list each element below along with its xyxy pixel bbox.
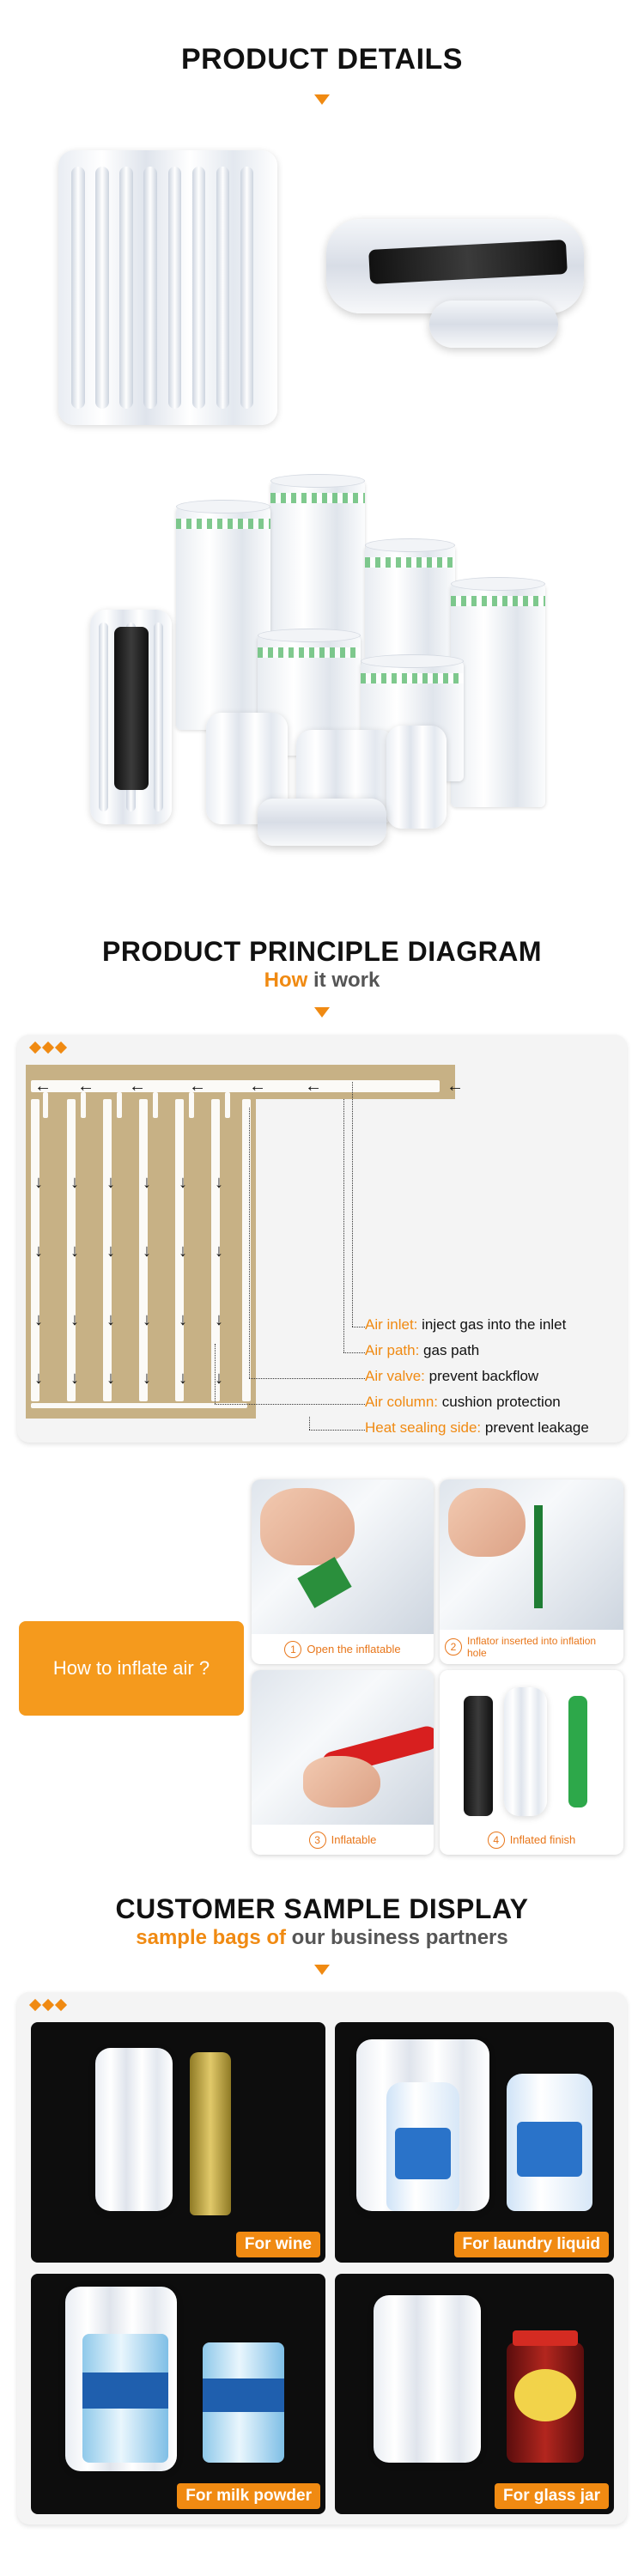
chevron-down-icon <box>314 1965 330 1975</box>
product-photo-rolls <box>64 464 580 893</box>
air-column-bag-image <box>58 150 277 425</box>
samples-subtitle <box>0 1926 644 1950</box>
sample-glass-jar-label: For glass jar <box>495 2483 609 2509</box>
samples-card <box>17 1992 627 2524</box>
principle-subtitle-accent: How <box>264 969 308 992</box>
label-heat-sealing: Heat sealing side: prevent leakage <box>365 1419 589 1436</box>
inflate-step-4: 4 Inflated finish <box>440 1670 623 1855</box>
chevron-down-icon <box>314 94 330 105</box>
principle-diagram-card: ← ← ← ← ← ← ← ↓ ↓ ↓ ↓ ↓ ↓ ↓ ↓ ↓ ↓ ↓ ↓ ↓ ↓ ↓ ↓ ↓ ↓ ↓ ↓ ↓ ↓ ↓ ↓ Air inlet: inject gas into the inlet Air path: gas path Air valve: prevent backflow Air column: cushion protection Heat sealing side: prevent leakage <box>17 1035 627 1443</box>
sample-wine-label: For wine <box>236 2232 320 2257</box>
product-photo-vertical-bag <box>52 142 283 434</box>
sample-wine <box>31 2022 325 2263</box>
samples-subtitle-rest: our business partners <box>285 1926 508 1949</box>
sample-glass-jar <box>335 2274 614 2514</box>
inflate-step-3: 3 Inflatable <box>252 1670 434 1855</box>
principle-title: PRODUCT PRINCIPLE DIAGRAM <box>101 936 543 967</box>
product-photo-bottle-bag <box>318 202 601 365</box>
inflate-step-2: 2 Inflator inserted into inflation hole <box>440 1479 623 1664</box>
samples-subtitle-accent: sample bags of <box>136 1926 286 1949</box>
label-air-inlet: Air inlet: inject gas into the inlet <box>365 1316 567 1333</box>
label-air-column: Air column: cushion protection <box>365 1394 561 1410</box>
air-bag-diagram <box>26 1065 455 1419</box>
sample-milk-powder-label: For milk powder <box>177 2483 320 2509</box>
decorative-dots-icon <box>31 2001 65 2009</box>
inflate-step-1: 1 Open the inflatable <box>252 1479 434 1664</box>
how-to-inflate-label: How to inflate air ? <box>19 1621 244 1716</box>
step-2-photo <box>440 1479 623 1630</box>
principle-subtitle <box>0 969 644 993</box>
principle-subtitle-rest: it work <box>307 969 380 992</box>
sample-laundry <box>335 2022 614 2263</box>
chevron-down-icon <box>314 1007 330 1018</box>
label-air-valve: Air valve: prevent backflow <box>365 1368 539 1384</box>
sample-laundry-label: For laundry liquid <box>454 2232 609 2257</box>
step-3-photo <box>252 1670 434 1825</box>
label-air-path: Air path: gas path <box>365 1342 480 1358</box>
step-4-photo <box>440 1670 623 1825</box>
product-details-title: PRODUCT DETAILS <box>181 43 463 76</box>
step-1-photo <box>252 1479 434 1634</box>
samples-title: CUSTOMER SAMPLE DISPLAY <box>115 1893 529 1924</box>
sample-milk-powder <box>31 2274 325 2514</box>
decorative-dots-icon <box>31 1043 65 1052</box>
